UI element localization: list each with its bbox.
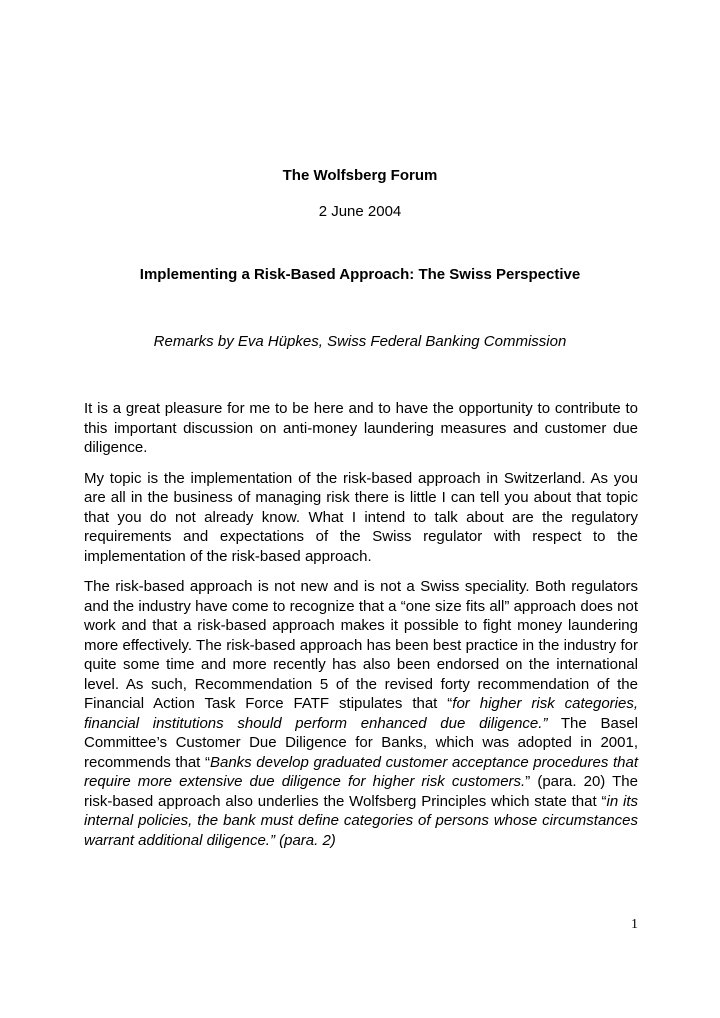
paragraph-1: It is a great pleasure for me to be here and to have the opportunity to contribute to this important discussion on anti-money laundering measures and customer due diligence. — [84, 400, 638, 456]
document-remarks: Remarks by Eva Hüpkes, Swiss Federal Banking Commission — [153, 333, 567, 350]
paragraph-3-text-3: ” (para. 20) The risk-based approach also underlies the Wolfsberg Principles which state that “ — [84, 773, 638, 810]
paragraph-3-text-2: The Basel Committee’s Customer Due Diligence for Banks, which was adopted in 2001, recommends that “ — [84, 714, 638, 771]
document-date: 2 June 2004 — [318, 203, 402, 220]
paragraph-3-text-1: The risk-based approach is not new and is not a Swiss speciality. Both regulators and the industry have come to recognize that a “one size fits all” approach does not work and that a risk-based approach makes it possible to fight money laundering more effectively. The risk-based approach has been best practice in the industry for quite some time and more recently has also been endorsed on the international level. As such, Recommendation 5 of the revised forty recommendation of the Financial Action Task Force FATF stipulates that “ — [84, 578, 638, 712]
document-heading: Implementing a Risk-Based Approach: The Swiss Perspective — [139, 266, 581, 283]
document-title: The Wolfsberg Forum — [282, 167, 438, 184]
page-number: 1 — [631, 917, 638, 932]
paragraph-3-italic-1: for higher risk categories, financial institutions should perform enhanced due diligence.” — [84, 695, 639, 732]
paragraph-3 — [84, 577, 638, 850]
paragraph-3-italic-3: in its internal policies, the bank must define categories of persons whose circumstances warrant additional diligence.” (para. 2) — [84, 792, 638, 849]
paragraph-2: My topic is the implementation of the risk-based approach in Switzerland. As you are all in the business of managing risk there is little I can tell you about that topic that you do not already know. What I intend to talk about are the regulatory requirements and expectations of the Swiss regulator with respect to the implementation of the risk-based approach. — [84, 469, 638, 565]
document-body — [84, 399, 638, 861]
paragraph-3-italic-2: Banks develop graduated customer acceptance procedures that require more extensive due diligence for higher risk customers. — [84, 753, 638, 790]
